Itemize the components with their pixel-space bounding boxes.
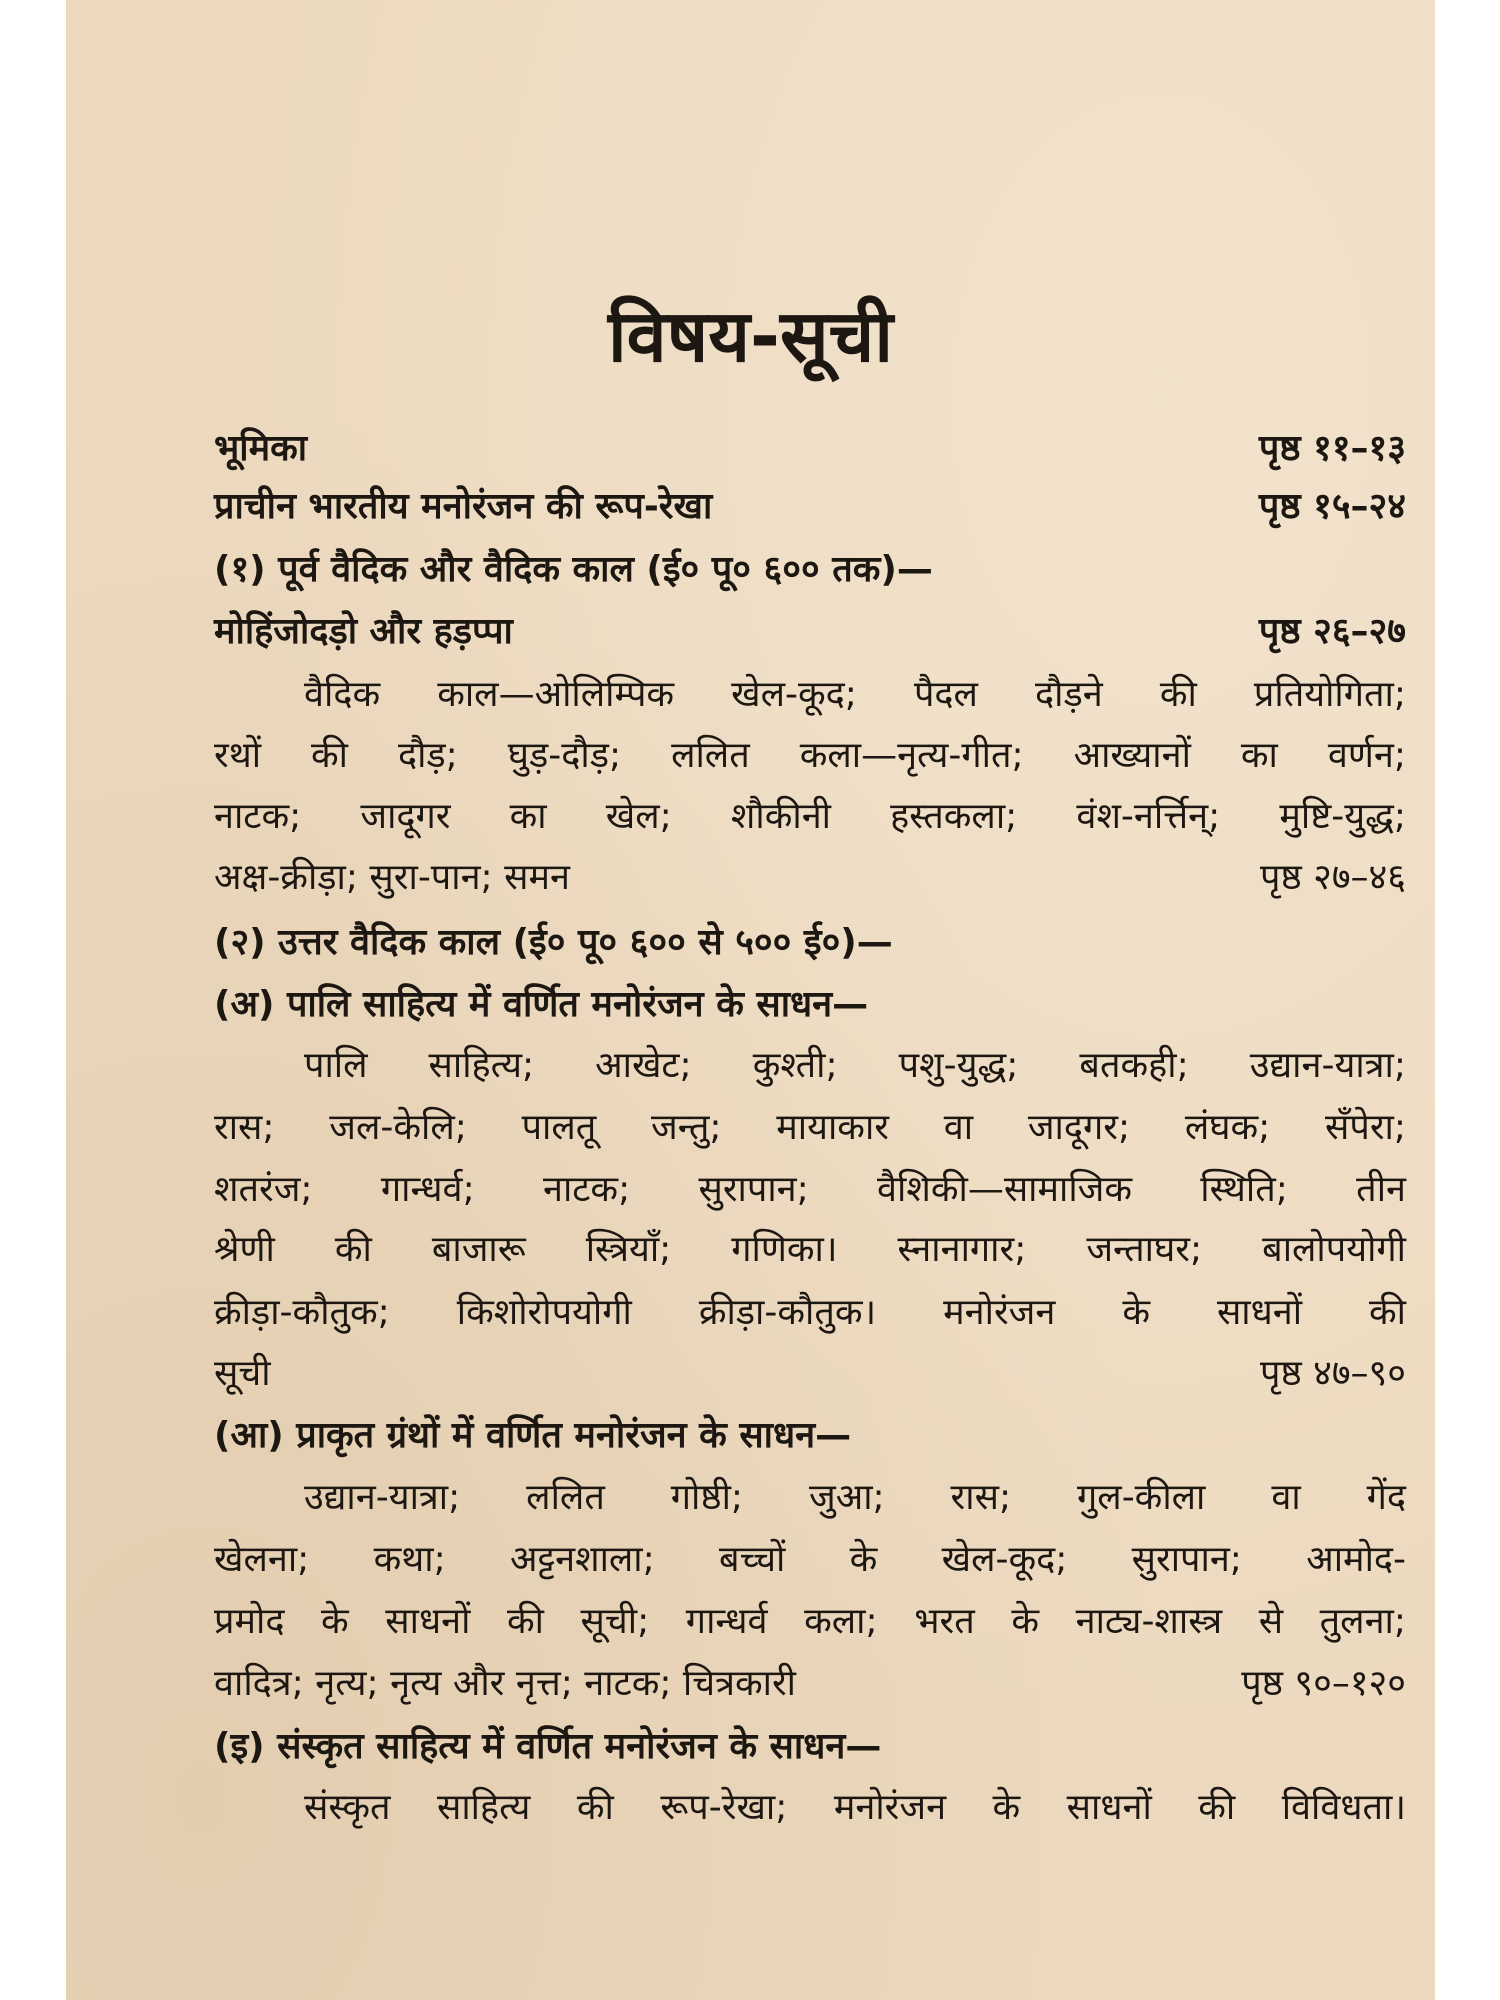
entry-text: सूची xyxy=(214,1353,271,1394)
page-ref: पृष्ठ ४७–९० xyxy=(1260,1353,1406,1394)
toc-entry xyxy=(214,1659,1406,1709)
topic-line: उद्यान-यात्रा; ललित गोष्ठी; जुआ; रास; गुल-कीला वा गेंद xyxy=(304,1477,1406,1518)
subsection-heading xyxy=(214,980,1406,1030)
page-title: विषय-सूची xyxy=(608,294,893,378)
page-ref: पृष्ठ ९०–१२० xyxy=(1241,1663,1406,1704)
topic-line: श्रेणी की बाजारू स्त्रियाँ; गणिका। स्नानागार; जन्ताघर; बालोपयोगी xyxy=(214,1229,1406,1270)
topic-line: खेलना; कथा; अट्टनशाला; बच्चों के खेल-कूद; सुरापान; आमोद- xyxy=(214,1539,1406,1580)
toc-entry xyxy=(214,853,1406,903)
entry-text: भूमिका xyxy=(214,428,308,469)
topic-line: नाटक; जादूगर का खेल; शौकीनी हस्तकला; वंश-नर्त्तिन्; मुष्टि-युद्ध; xyxy=(214,796,1406,837)
entry-text: (इ) संस्कृत साहित्य में वर्णित मनोरंजन के साधन— xyxy=(214,1726,882,1767)
entry-text: (२) उत्तर वैदिक काल (ई० पू० ६०० से ५०० ई०)— xyxy=(214,922,893,963)
entry-text: (१) पूर्व वैदिक और वैदिक काल (ई० पू० ६०० तक)— xyxy=(214,549,933,590)
toc-entry xyxy=(214,482,1406,532)
topic-line: संस्कृत साहित्य की रूप-रेखा; मनोरंजन के साधनों की विविधता। xyxy=(304,1787,1406,1828)
entry-text: वादित्र; नृत्य; नृत्य और नृत्त; नाटक; चित्रकारी xyxy=(214,1663,797,1704)
entry-text: मोहिंजोदड़ो और हड़प्पा xyxy=(214,611,513,652)
entry-text: अक्ष-क्रीड़ा; सुरा-पान; समन xyxy=(214,857,570,898)
section-heading xyxy=(214,918,1406,968)
page-ref: पृष्ठ २६–२७ xyxy=(1258,611,1406,652)
entry-text: प्राचीन भारतीय मनोरंजन की रूप-रेखा xyxy=(214,486,713,527)
topic-line: वैदिक काल—ओलिम्पिक खेल-कूद; पैदल दौड़ने की प्रतियोगिता; xyxy=(304,674,1406,715)
book-page xyxy=(66,0,1435,2000)
page-ref: पृष्ठ ११–१३ xyxy=(1258,428,1406,469)
section-heading xyxy=(214,545,1406,595)
topic-line: रास; जल-केलि; पालतू जन्तु; मायाकार वा जादूगर; लंघक; सँपेरा; xyxy=(214,1107,1406,1148)
entry-text: (आ) प्राकृत ग्रंथों में वर्णित मनोरंजन के साधन— xyxy=(214,1415,852,1456)
entry-text: (अ) पालि साहित्य में वर्णित मनोरंजन के साधन— xyxy=(214,984,869,1025)
subsection-heading xyxy=(214,1722,1406,1772)
topic-line: प्रमोद के साधनों की सूची; गान्धर्व कला; भरत के नाट्य-शास्त्र से तुलना; xyxy=(214,1601,1406,1642)
topic-line: पालि साहित्य; आखेट; कुश्ती; पशु-युद्ध; बतकही; उद्यान-यात्रा; xyxy=(304,1045,1406,1086)
page-ref: पृष्ठ २७–४६ xyxy=(1260,857,1406,898)
toc-entry xyxy=(214,424,1406,474)
page-ref: पृष्ठ १५–२४ xyxy=(1258,486,1406,527)
subsection-heading xyxy=(214,1411,1406,1461)
topic-line: क्रीड़ा-कौतुक; किशोरोपयोगी क्रीड़ा-कौतुक। मनोरंजन के साधनों की xyxy=(214,1292,1406,1333)
topic-line: रथों की दौड़; घुड़-दौड़; ललित कला—नृत्य-गीत; आख्यानों का वर्णन; xyxy=(214,735,1406,776)
toc-entry xyxy=(214,1349,1406,1399)
topic-line: शतरंज; गान्धर्व; नाटक; सुरापान; वैशिकी—सामाजिक स्थिति; तीन xyxy=(214,1169,1406,1210)
toc-entry xyxy=(214,607,1406,657)
